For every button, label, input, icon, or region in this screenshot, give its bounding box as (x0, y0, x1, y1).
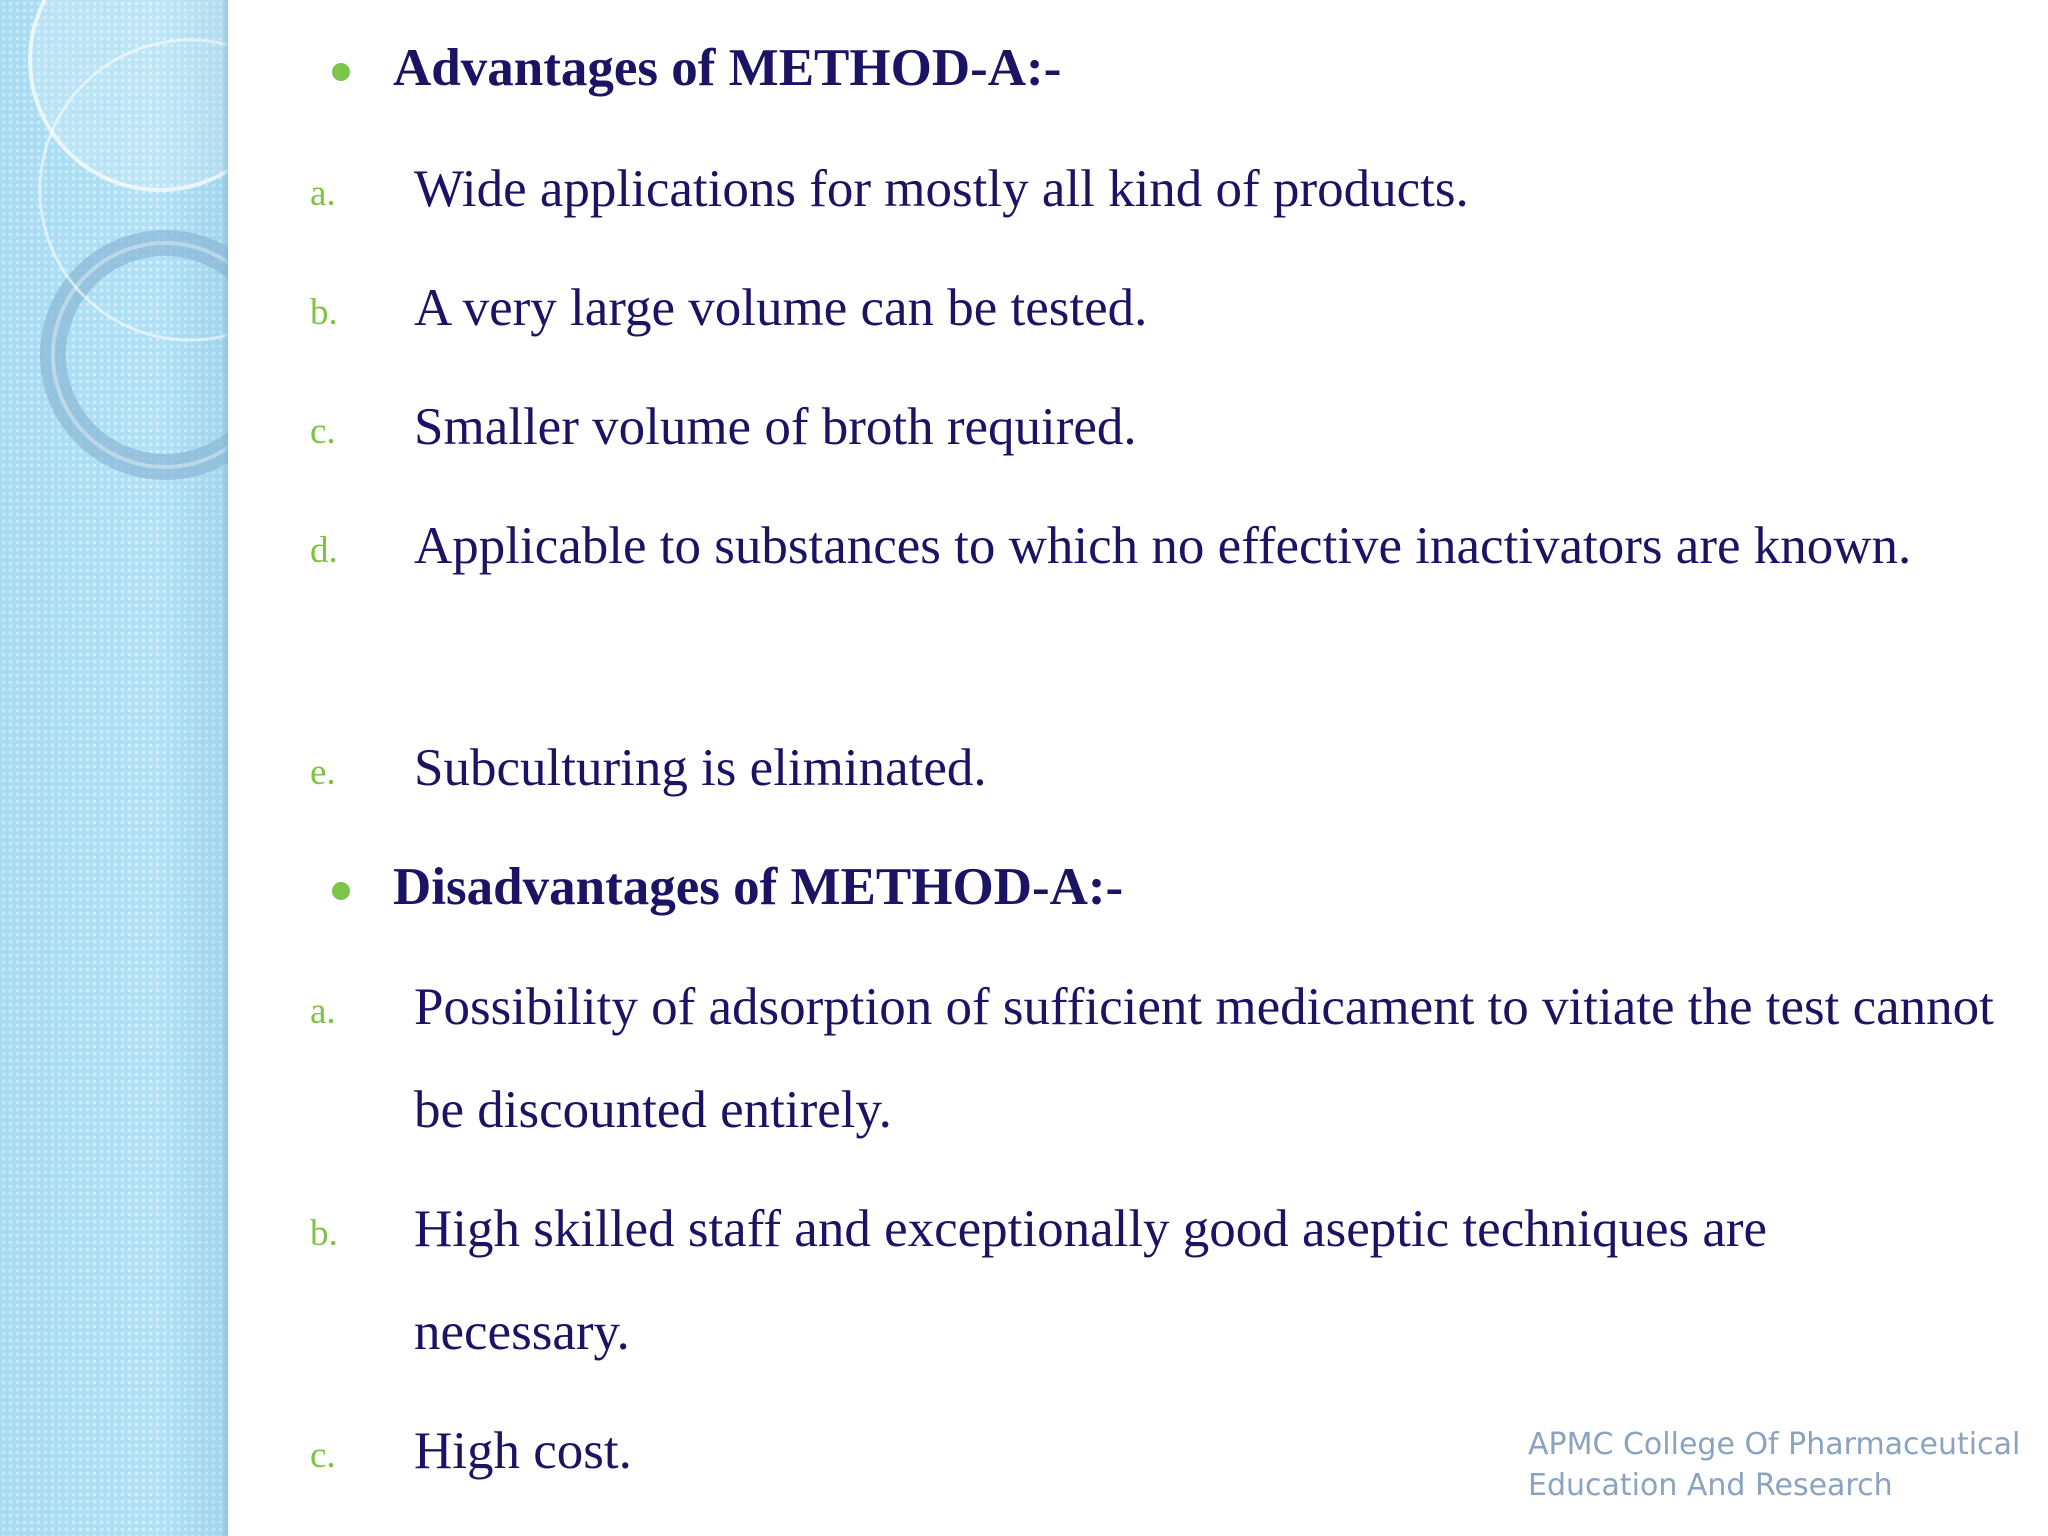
list-marker: d. (310, 530, 338, 571)
slide-content (228, 0, 2048, 1536)
bullet-icon (332, 882, 350, 900)
list-item: Applicable to substances to which no effective inactivators are known. (414, 517, 1912, 575)
footer-line: Education And Research (1528, 1468, 1893, 1503)
list-item: Subculturing is eliminated. (414, 739, 987, 797)
list-marker: b. (310, 1213, 338, 1254)
circle-ornament-icon (0, 0, 228, 1536)
list-item: High skilled staff and exceptionally good aseptic techniques are necessary. (414, 1200, 1768, 1361)
list-item: A very large volume can be tested. (414, 279, 1148, 337)
footer-line: APMC College Of Pharmaceutical (1528, 1427, 2021, 1462)
bullet-icon (332, 63, 350, 81)
decorative-sidebar (0, 0, 228, 1536)
list-marker: a. (310, 991, 336, 1032)
list-item: Wide applications for mostly all kind of products. (414, 160, 1469, 218)
list-item: High cost. (414, 1422, 632, 1480)
list-item: Possibility of adsorption of sufficient medicament to vitiate the test cannot be discounted entirely. (414, 978, 1994, 1139)
list-marker: e. (310, 752, 336, 793)
footer-institution (1528, 1424, 2020, 1506)
advantages-heading: Advantages of METHOD-A:- (393, 39, 1062, 97)
disadvantages-heading: Disadvantages of METHOD-A:- (393, 858, 1124, 916)
list-marker: b. (310, 292, 338, 333)
list-marker: c. (310, 1435, 336, 1476)
list-marker: a. (310, 173, 336, 214)
list-marker: c. (310, 411, 336, 452)
list-item: Smaller volume of broth required. (414, 398, 1137, 456)
